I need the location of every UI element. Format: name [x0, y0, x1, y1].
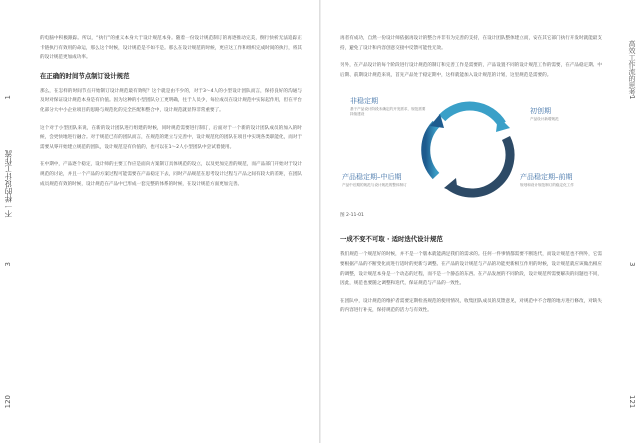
right-section-heading: 一成不变不可取 · 适时迭代设计规范 — [340, 235, 443, 244]
right-paragraph-4: 在团队中，设计规范的维护者需要定期检查规范的使用情况，收集团队成员的反馈意见，对规范中不合理的地方进行修改，对缺失的内容进行补充，保持规范的活力与有效性。 — [340, 298, 602, 314]
left-page — [40, 34, 302, 197]
stage-stable-late-note: 产品中后期的规范与设计规范的整体制订 — [342, 183, 407, 188]
left-paragraph-1: 的电脑中积极跟踪。所以，“执行”的重义本身大于设计规范本身。随着一份设计规范制订的再逐推动完美，倒行快析无法追踪正卡链执行有效用的命运，那么这个时候，设计规范是不如不是。那么在设计规范的时候，更应这工作和组织完成时间的执行，将其的设计规范更加成功率。 — [40, 36, 302, 61]
figure-caption: 图 2-11-01 — [340, 213, 364, 219]
left-paragraph-3: 这个对于小型团队来说，在新的设计团队进行组建的时候，同时规范需要进行制订，后面对于一个新的设计团队成员的加入的时候，会更快地进行融合。对于规范已有的团队而言，在规范的建立与完善中，设计规范化的团队在项目中实现各类职能化，而对于需要从零开始建立规范的团队，设计规范是有价值的，也可以在1～2人小型团队中尝试着使用。 — [40, 125, 302, 150]
stage-unstable-title: 非稳定期 — [350, 97, 378, 106]
stage-unstable-note: 基于产品设计阶段未确定的开发需求，规范需要持续建设 — [350, 107, 426, 117]
right-chapter-number: 1 — [628, 95, 636, 100]
right-paragraph-2: 另外，在产品设计的每个阶段进行设计规范的制订和完善工作是需要的，产品设置不同的设计规范工作的需要，在产品稳定期、中后期、前期设计规范来说，首先产品处于稳定期中，这样就能加入设计规范的计划，这里规范是需要的。 — [340, 63, 602, 78]
left-section-number: 3 — [4, 262, 12, 267]
left-section-heading: 在正确的时间节点制订设计规范 — [40, 71, 130, 80]
left-paragraph-4: 在中期中，产品逐个稳定，设计师的主要工作应是面向方案制订具体规范的设立，以及更加完善的规范，而产品部门开始对于设计规范的讨论，并且一个产品的方案过程可能需要在产品稳定下去，同时产品规范在思考设计过程与产品之间有较大的差距，在团队成员规范有效的时候，设计规范在产品中已形成一套完整的体系的时候，在设计规范方面更加完善。 — [40, 162, 302, 187]
stage-stable-late-title: 产品稳定期–中后期 — [342, 173, 402, 182]
left-running-title: 不一样的设计工作流 — [4, 150, 13, 218]
right-page-number: 121 — [628, 395, 636, 409]
right-page — [340, 34, 602, 324]
left-chapter-number: 1 — [4, 95, 12, 100]
right-paragraph-1: 再者有成功，自然一份设计师依据再设计的整合并非有为完善的支持，在设计团队整体建立而，安在其它部门执行开发时就能最支持，避免了设计和内容创意交接中反馈可能性无效。 — [340, 36, 602, 51]
right-paragraph-3: 我们规范一个规范好的时候，并不是一个版本就能满足我们的需求的。任何一件事情都需要不断迭代，而设计规范也不例外，它需要根据产品的不断变化而进行适时的更新与调整。在产品的设计规范与产品的功能更新相互作用的时候，设计规范就应该做出相应的调整，设计规范本身是一个动态的过程，而不是一个静态的东西。在产品发展的不同阶段，设计规范所需要解决的问题也不同，因此，规范也要随之调整和迭代，保证规范与产品的一致性。 — [340, 252, 602, 287]
right-running-title: 高效工作流的思考 — [628, 40, 636, 96]
stage-stable-early-title: 产品稳定期–前期 — [520, 173, 573, 182]
right-section-number: 3 — [628, 262, 636, 267]
stage-startup-title: 初创期 — [530, 107, 551, 116]
book-gutter — [319, 0, 321, 443]
stage-stable-early-note: 规划和设计规范制订的稳定化工作 — [520, 183, 574, 188]
left-paragraph-2: 那么，在怎样的时间节点开始制订设计规范最有效呢？这个就是由不少的，对于3～4人的小型设计团队而言，保持良好的沟通与及时对保证设计规范本身是有价值。因为这种的小型团队分工更明确，往于人员少，每位成员在设计规范中实际起作用，但在平台化部分大中小企业项目的思路与规范化的完全匹配和整合中，设计规范就显得非常重要了。 — [40, 88, 302, 113]
product-stage-cycle-diagram — [340, 88, 602, 206]
left-page-number: 120 — [4, 395, 12, 409]
stage-startup-note: 产品设计新增规范 — [530, 117, 559, 122]
